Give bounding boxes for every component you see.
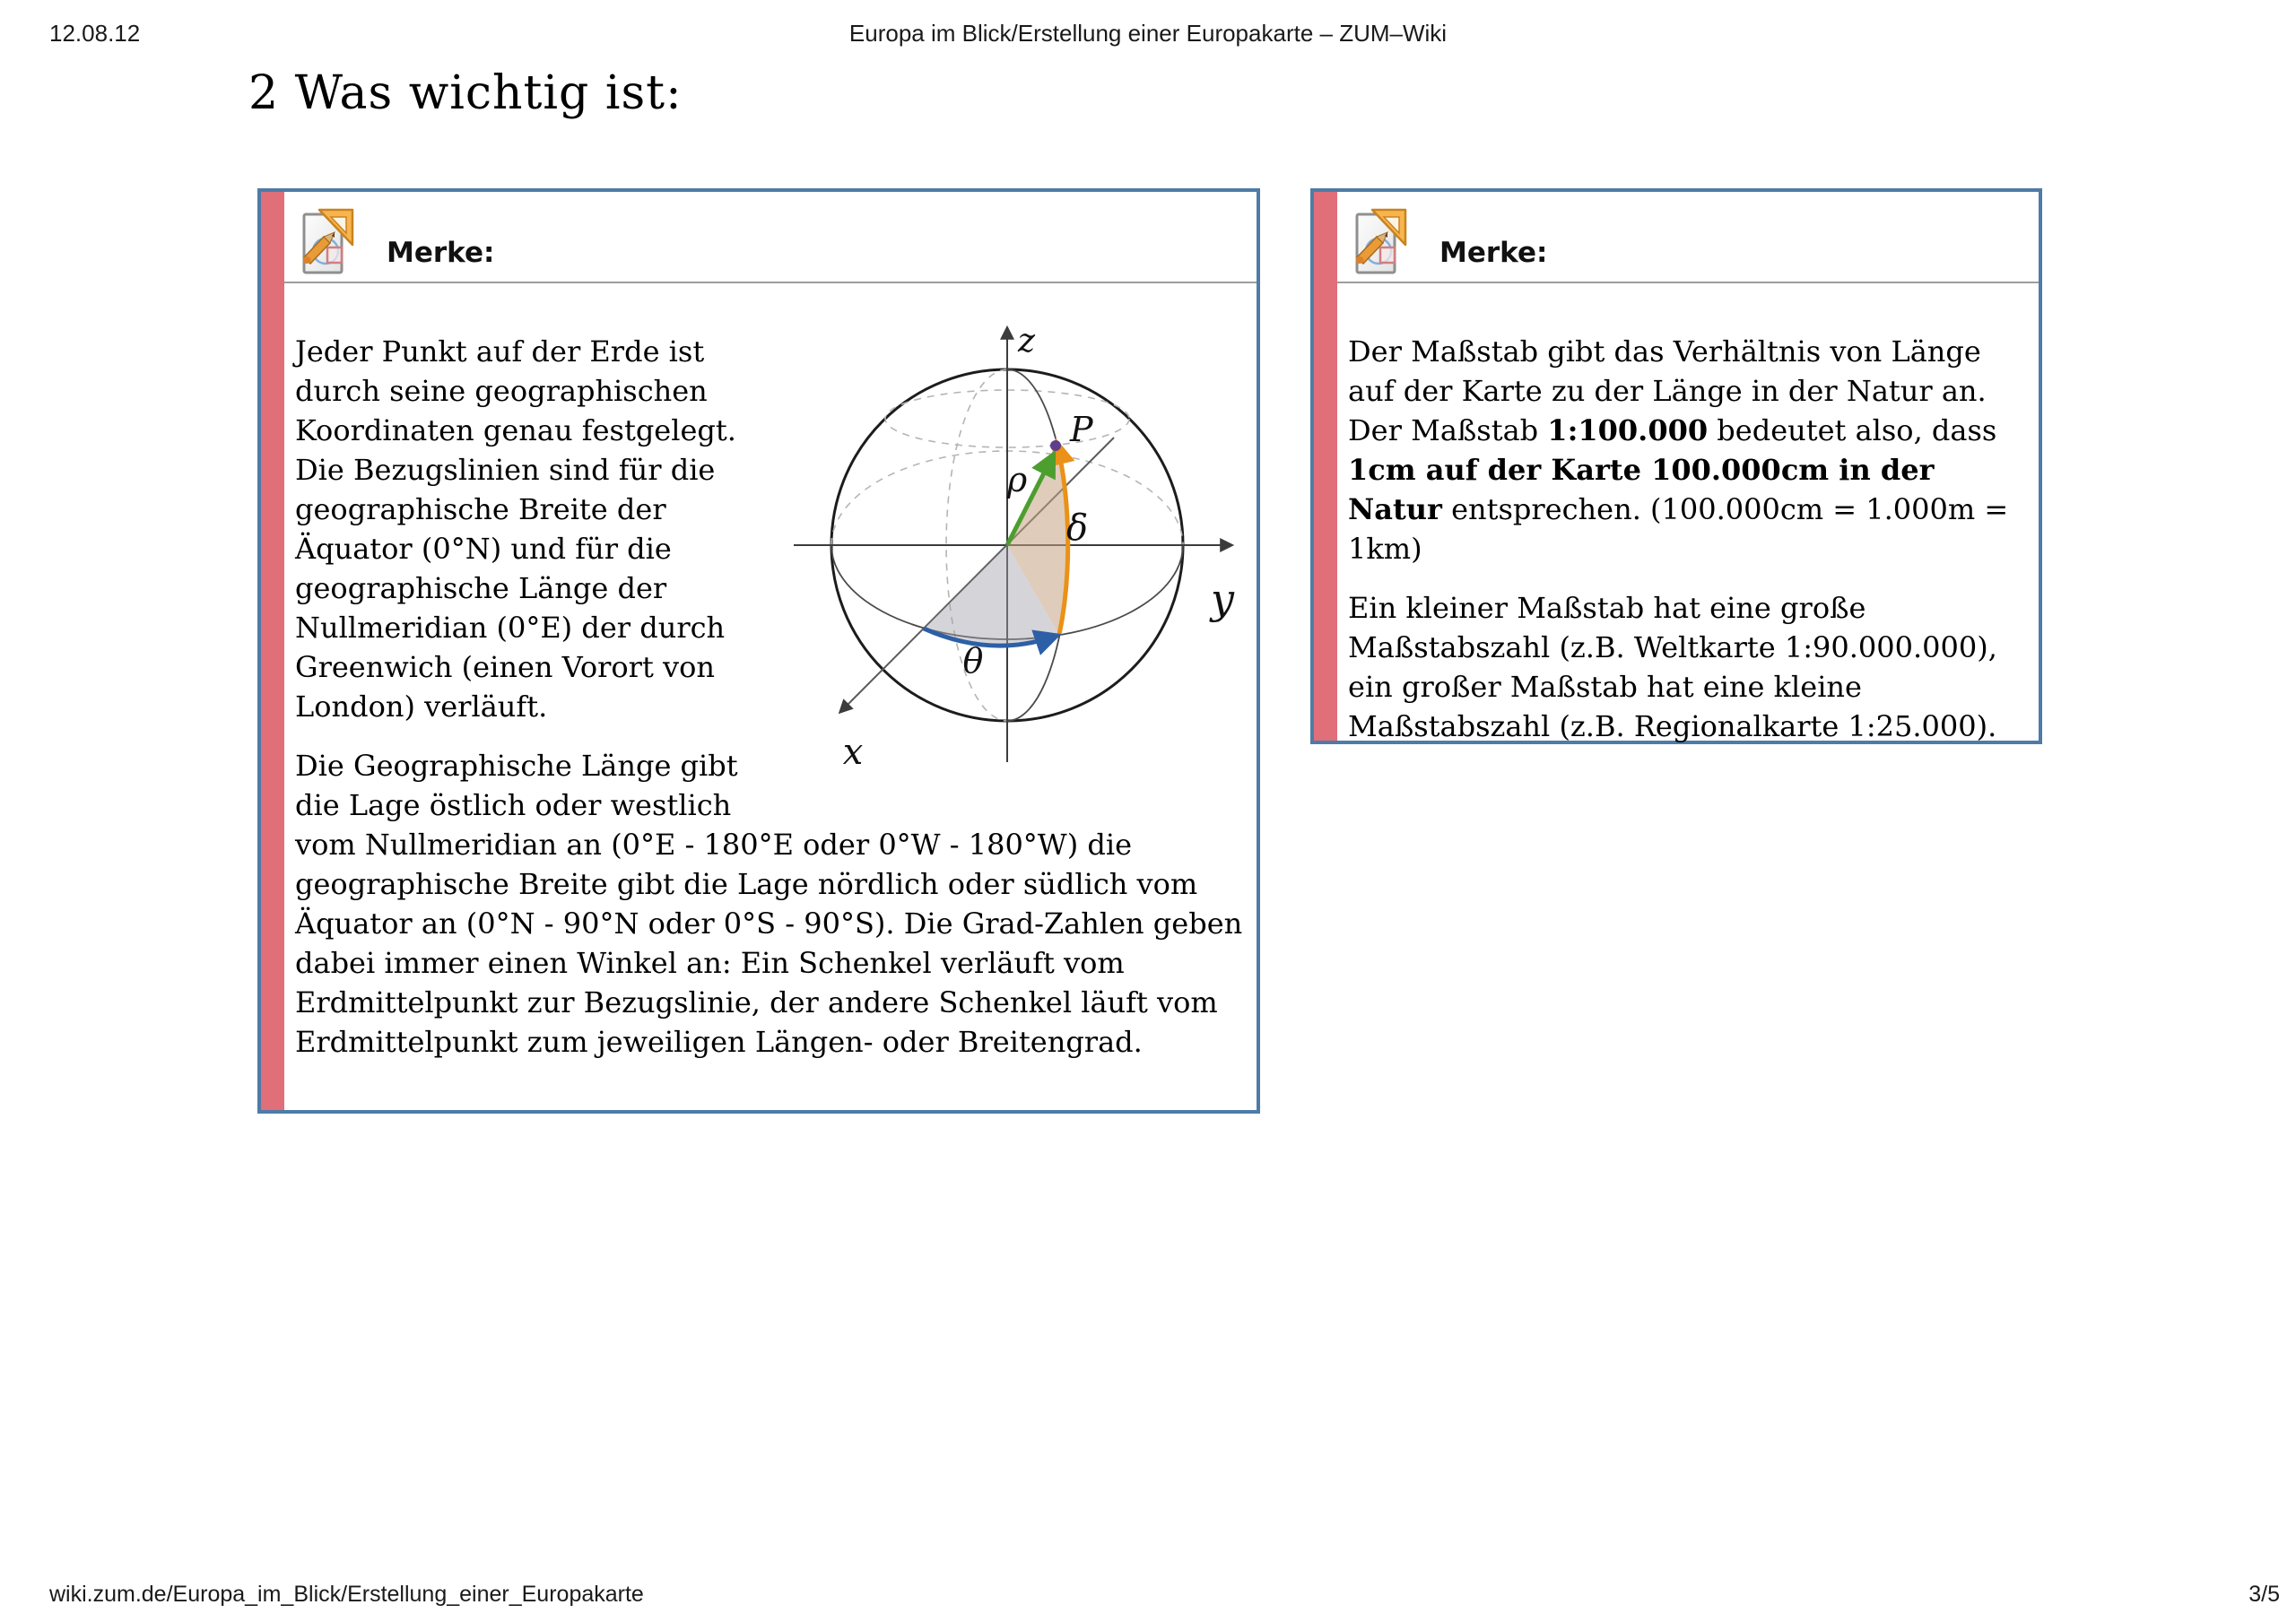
massstab-ratio-bold: 1:100.000 bbox=[1547, 413, 1709, 447]
massstab-text: bedeutet also, dass bbox=[1708, 413, 1997, 447]
coordinates-paragraph-2: Die Geographische Länge gibt die Lage östlich oder westlich vom Nullmeridian an (0°E - 180°E oder 0°W - 180°W) die geographische Breite gibt die Lage nördlich oder südlich vom Äquator an (0°N - 90°N oder 0°S - 90°S). Die Grad-Zahlen geben dabei immer einen Winkel an: Ein Schenkel verläuft vom Erdmittelpunkt zur Bezugslinie, der andere Schenkel läuft vom Erdmittelpunkt zum jeweiligen Längen- oder Breitengrad. bbox=[295, 749, 1243, 1059]
delta-label: δ bbox=[1065, 507, 1089, 549]
accent-strip bbox=[261, 192, 284, 1110]
merke-label: Merke: bbox=[387, 237, 495, 269]
page-number: 3/5 bbox=[2248, 1582, 2280, 1607]
merke-header bbox=[284, 192, 1257, 283]
y-axis-label: y bbox=[1211, 575, 1234, 623]
merke-box-coordinates bbox=[257, 188, 1260, 1114]
merke-body-massstab bbox=[1337, 283, 2039, 746]
massstab-paragraph-1 bbox=[1348, 332, 2028, 568]
point-p-label: P bbox=[1070, 410, 1093, 449]
sphere-coordinates-diagram bbox=[752, 316, 1246, 800]
drawing-tools-icon bbox=[300, 208, 356, 276]
footer-url: wiki.zum.de/Europa_im_Blick/Erstellung_einer_Europakarte bbox=[49, 1582, 644, 1607]
point-p-dot bbox=[1050, 440, 1061, 451]
theta-label: θ bbox=[962, 641, 984, 681]
merke-box-massstab bbox=[1310, 188, 2042, 744]
accent-strip bbox=[1314, 192, 1337, 741]
massstab-paragraph-2: Ein kleiner Maßstab hat eine große Maßstabszahl (z.B. Weltkarte 1:90.000.000), ein großer Maßstab hat eine kleine Maßstabszahl (z.B. Regionalkarte 1:25.000). bbox=[1348, 591, 1997, 743]
section-heading: 2 Was wichtig ist: bbox=[248, 66, 683, 120]
massstab-text: Der Maßstab gibt das Verhältnis von Länge auf der Karte zu der Länge in der Natur an. Der Maßstab bbox=[1348, 334, 1987, 447]
massstab-text: entsprechen. (100.000cm = 1.000m = 1km) bbox=[1348, 492, 2009, 566]
merke-header bbox=[1337, 192, 2039, 283]
x-axis-label: x bbox=[842, 732, 864, 773]
z-axis-label: z bbox=[1018, 323, 1035, 360]
coordinates-paragraph-1: Jeder Punkt auf der Erde ist durch seine geographischen Koordinaten genau festgelegt. Die Bezugslinien sind für die geographische Breite der Äquator (0°N) und für die geographische Länge der Nullmeridian (0°E) der durch Greenwich (einen Vorort von London) verläuft. bbox=[295, 334, 736, 724]
document-title: Europa im Blick/Erstellung einer Europakarte – ZUM–Wiki bbox=[848, 20, 1448, 47]
massstab-meaning-bold: 1cm auf der Karte 100.000cm in der Natur bbox=[1348, 453, 1935, 526]
merke-body-coordinates bbox=[284, 283, 1257, 1062]
rho-label: ρ bbox=[1006, 460, 1028, 499]
drawing-tools-icon bbox=[1353, 208, 1409, 276]
merke-label: Merke: bbox=[1439, 237, 1548, 269]
print-date: 12.08.12 bbox=[49, 20, 141, 47]
